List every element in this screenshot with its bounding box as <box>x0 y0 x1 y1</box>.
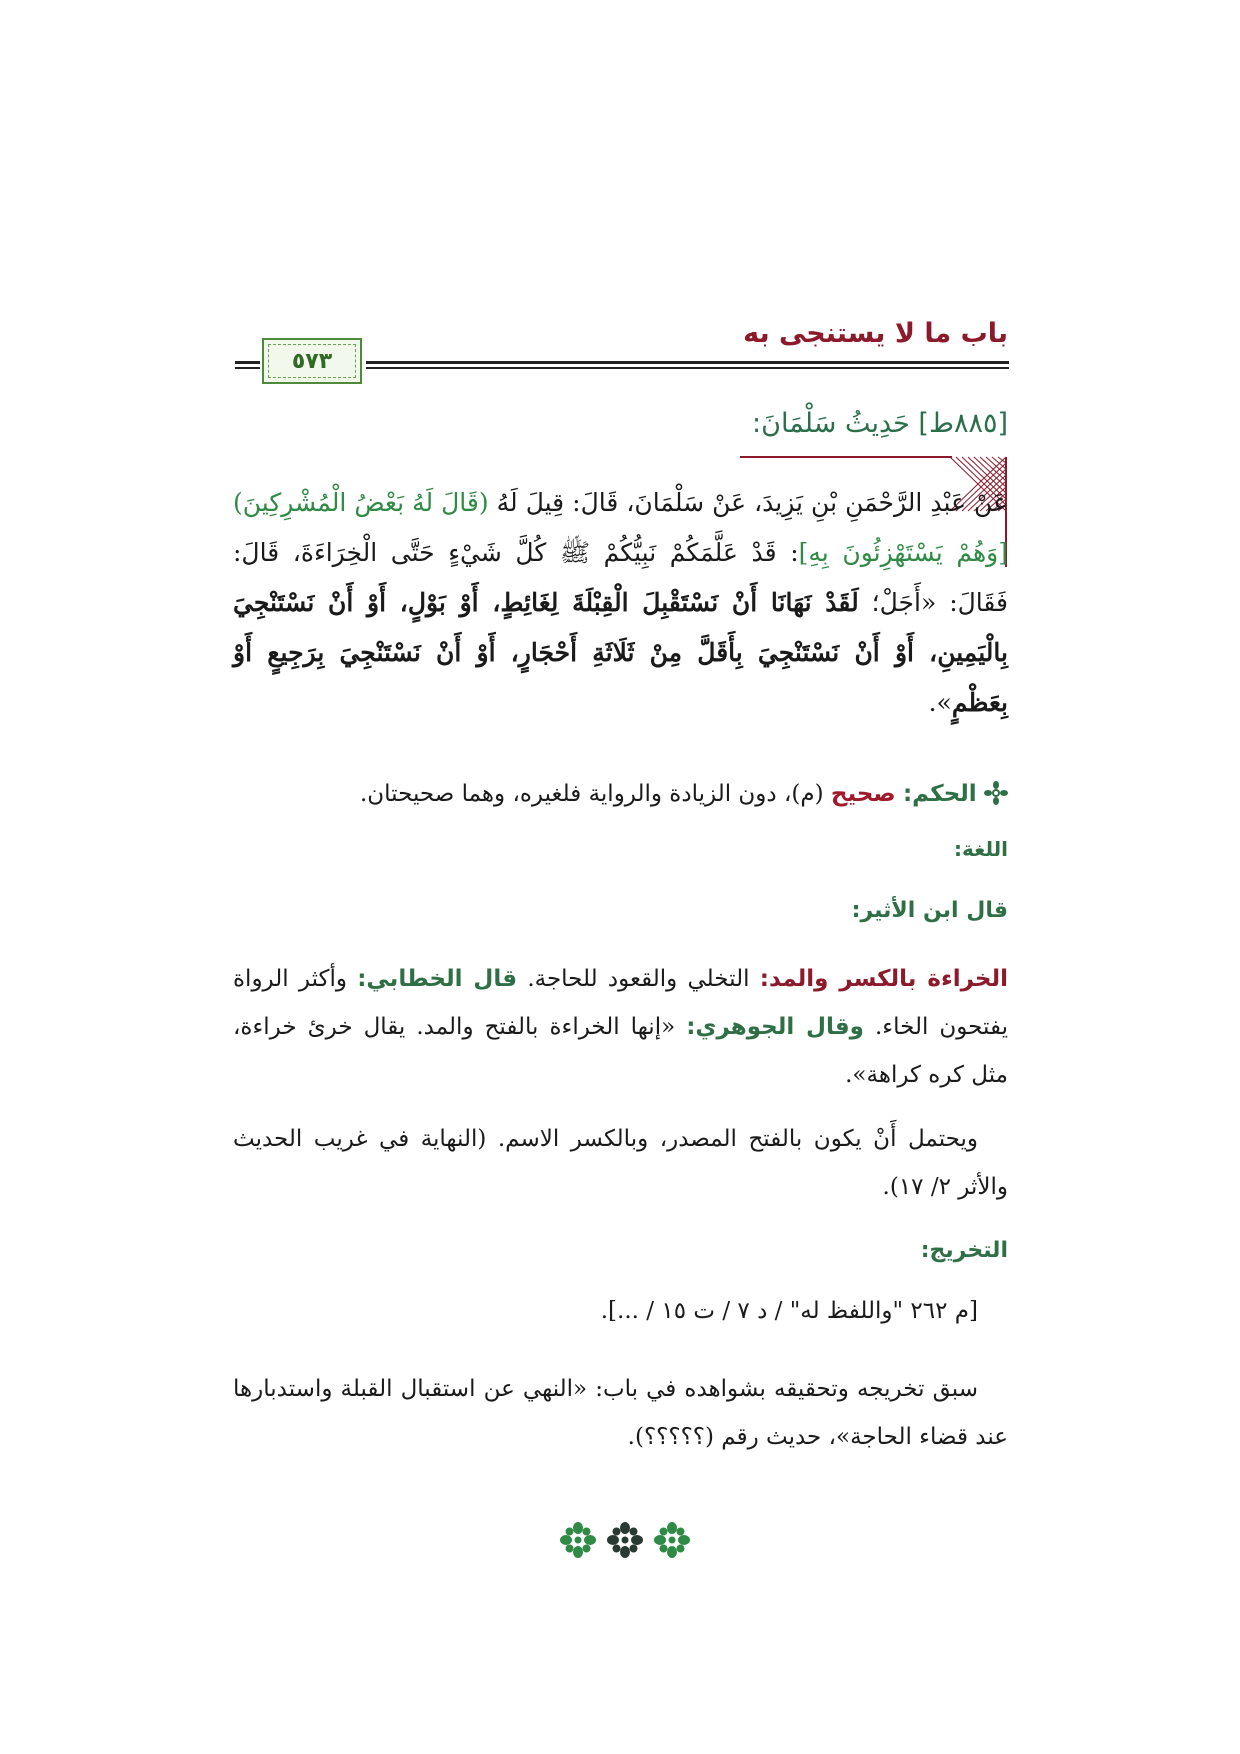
hadith-text <box>233 478 1008 728</box>
hadith-text-addition: (قَالَ لَهُ بَعْضُ الْمُشْرِكِينَ) [وَهُمْ يَسْتَهْزِئُونَ بِهِ] <box>233 488 1008 567</box>
term-label: الخراءة بالكسر والمد: <box>759 966 1008 992</box>
page-number: ٥٧٣ <box>291 348 333 374</box>
jawhari-label: وقال الجوهري: <box>686 1014 864 1040</box>
previous-reference: سبق تخريجه وتحقيقه بشواهده في باب: «النهي عن استقبال القبلة واستدبارها عند قضاء الحاجة»، حديث رقم (؟؟؟؟؟). <box>233 1376 1008 1450</box>
ibn-athir-heading: قال ابن الأثير: <box>851 898 1008 923</box>
hadith-title: [٨٨٥ط] حَدِيثُ سَلْمَانَ: <box>752 408 1008 439</box>
definition-text: وأكثر الرواة يفتحون الخاء. <box>233 966 1008 1040</box>
end-ornaments <box>560 1520 690 1560</box>
flower-ornament-icon <box>654 1522 690 1558</box>
khattabi-label: قال الخطابي: <box>357 966 518 992</box>
hadith-text-part: : قَدْ عَلَّمَكُمْ نَبِيُّكُمْ ﷺ كُلَّ شَيْءٍ حَتَّى الْخِرَاءَةَ، قَالَ: فَقَالَ: «أَجَلْ؛ <box>233 538 1008 617</box>
decorative-line <box>740 456 952 458</box>
chapter-title: باب ما لا يستنجى به <box>743 318 1008 349</box>
header-rule <box>235 367 260 369</box>
flower-ornament-icon <box>560 1522 596 1558</box>
hadith-text-part: عَنْ عَبْدِ الرَّحْمَنِ بْنِ يَزِيدَ، عَنْ سَلْمَانَ، قَالَ: قِيلَ لَهُ <box>488 488 1008 517</box>
flower-ornament-icon <box>984 781 1008 805</box>
flower-ornament-icon <box>607 1522 643 1558</box>
header-rule <box>366 367 1009 369</box>
definition-paragraph <box>233 955 1008 1099</box>
ruling-grade: صحيح <box>830 781 896 807</box>
possibility-paragraph: ويحتمل أَنْ يكون بالفتح المصدر، وبالكسر الاسم. (النهاية في غريب الحديث والأثر ٢/ ١٧). <box>233 1126 1008 1200</box>
takhrij-line: [م ٢٦٢ "واللفظ له" / د ٧ / ت ١٥ / ...]. <box>600 1298 978 1324</box>
language-heading: اللغة: <box>954 837 1008 861</box>
ruling-label: الحكم: <box>902 781 977 807</box>
page-number-frame <box>262 338 362 384</box>
ruling <box>233 770 1008 818</box>
definition-text: التخلي والقعود للحاجة. <box>517 966 760 992</box>
ruling-text: (م)، دون الزيادة والرواية فلغيره، وهما صحيحتان. <box>359 781 831 807</box>
definition-text: «إنها الخراءة بالفتح والمد. يقال خرئ خراءة، مثل كره كراهة». <box>233 1014 1008 1088</box>
takhrij-heading: التخريج: <box>920 1238 1008 1263</box>
header-rule <box>235 361 260 364</box>
hadith-text-end: ». <box>928 688 952 717</box>
hadith-text-prophetic: لَقَدْ نَهَانَا أَنْ نَسْتَقْبِلَ الْقِبْلَةَ لِغَائِطٍ، أَوْ بَوْلٍ، أَوْ أَنْ نَسْتَنْجِيَ بِالْيَمِينِ، أَوْ أَنْ نَسْتَنْجِيَ بِأَقَلَّ مِنْ ثَلَاثَةِ أَحْجَارٍ، أَوْ أَنْ نَسْتَنْجِيَ بِرَجِيعٍ أَوْ بِعَظْمٍ <box>233 588 1008 717</box>
header-rule <box>366 361 1009 364</box>
